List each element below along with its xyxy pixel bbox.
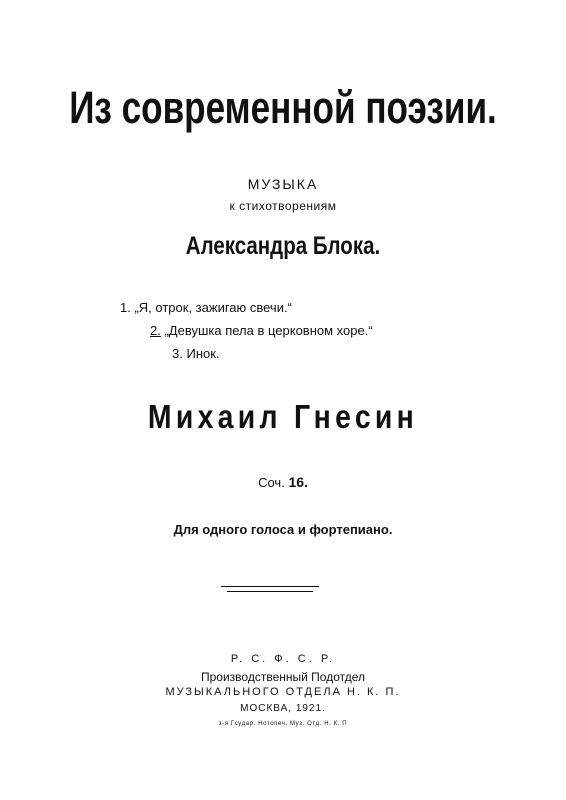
divider-rule	[221, 586, 319, 587]
song-item-3	[172, 342, 373, 365]
imprint-department: МУЗЫКАЛЬНОГО ОТДЕЛА Н. К. П.	[165, 686, 401, 698]
imprint-city-year: МОСКВА, 1921.	[240, 703, 326, 714]
song-item-2	[150, 319, 373, 342]
song-title: Инок.	[186, 346, 220, 361]
imprint-printer: з-я Гсудар. Нотопеч. Муз. Отд. Н. К. П	[218, 721, 348, 727]
imprint-subdepartment: Производственный Подотдел	[201, 670, 365, 684]
song-title: „Девушка пела в церковном хоре.“	[164, 323, 373, 338]
to-poems-label: к стихотворениям	[229, 199, 337, 213]
composer-name: Михаил Гнесин	[147, 398, 419, 435]
opus-number: 16.	[288, 474, 308, 490]
song-list	[120, 296, 373, 365]
imprint-state: Р. С. Ф. С. Р.	[230, 653, 336, 665]
opus-label: Соч.	[258, 475, 285, 490]
opus-line	[0, 474, 566, 490]
song-item-1	[120, 296, 373, 319]
page-title: Из современной поэзии.	[69, 82, 497, 133]
song-number: 2.	[150, 323, 161, 338]
music-label: МУЗЫКА	[247, 176, 319, 192]
song-number: 3.	[172, 346, 183, 361]
scoring-line: Для одного голоса и фортепиано.	[173, 522, 393, 537]
song-title: „Я, отрок, зажигаю свечи.“	[134, 300, 292, 315]
divider-rule	[227, 591, 313, 592]
song-number: 1.	[120, 300, 131, 315]
poet-name: Александра Блока.	[185, 232, 381, 260]
